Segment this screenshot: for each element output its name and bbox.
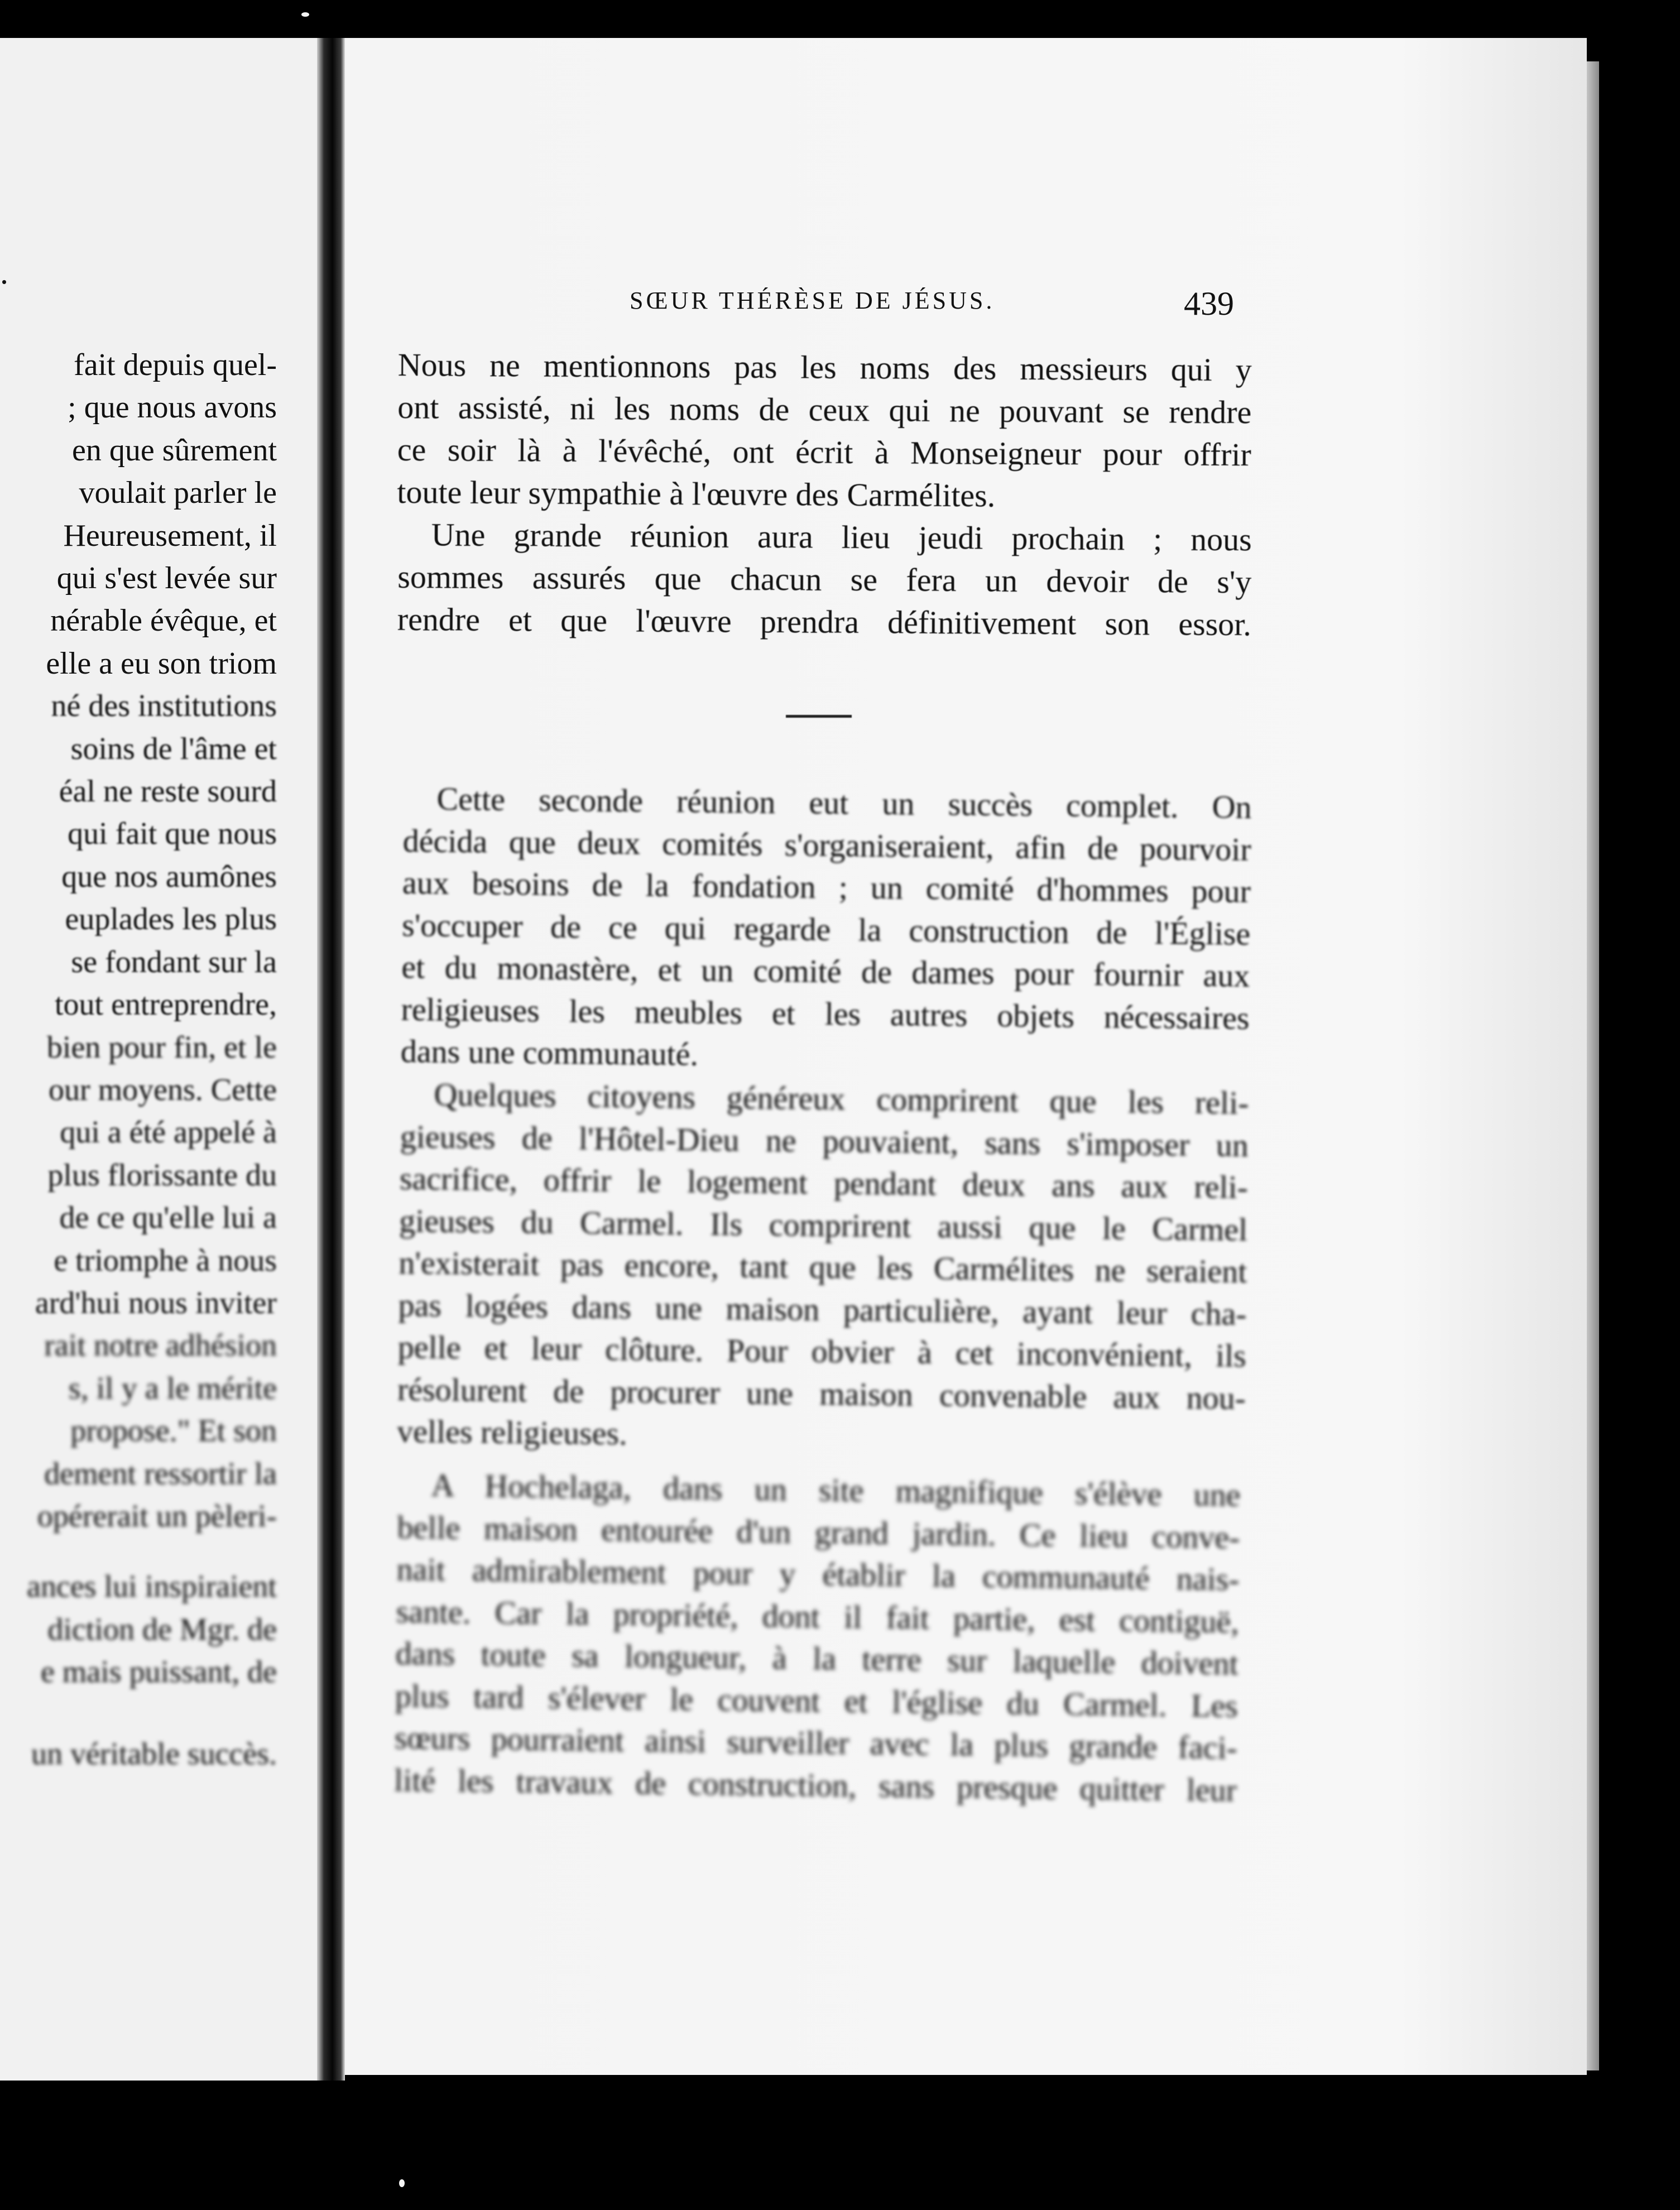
left-line: ard'hui nous inviter [35, 1285, 277, 1320]
paragraph [400, 777, 1251, 1081]
text-line: dans une communauté. [400, 1032, 699, 1073]
text-line: Nous ne mentionnons pas les noms des messieurs qui y [397, 346, 1252, 388]
left-line: né des institutions [51, 689, 277, 724]
text-line: ont assisté, ni les noms de ceux qui ne pouvant se rendre [397, 388, 1252, 431]
text-line: s'occuper de ce qui regarde la construction de l'Église [401, 906, 1251, 952]
text-line: A Hochelaga, dans un site magnifique s'élève une [431, 1467, 1241, 1514]
left-line: Heureusement, il [63, 518, 277, 553]
left-line: tout entreprendre, [54, 987, 277, 1022]
left-line: diction de Mgr. de [47, 1612, 277, 1647]
left-line: plus florissante du [47, 1157, 277, 1193]
text-line: dans toute sa longueur, à la terre sur laquelle doivent [395, 1635, 1239, 1682]
paragraph [397, 344, 1252, 518]
left-line: un véritable succès. [31, 1736, 277, 1771]
text-line: Quelques citoyens généreux comprirent que les reli- [434, 1076, 1249, 1121]
text-line: gieuses de l'Hôtel-Dieu ne pouvaient, sans s'imposer un [400, 1118, 1249, 1164]
left-line: e triomphe à nous [54, 1243, 277, 1278]
left-page [0, 38, 317, 2081]
paragraph [394, 1464, 1241, 1811]
text-line: pas logées dans une maison particulière, ayant leur cha- [398, 1286, 1247, 1332]
text-line: résolurent de procurer une maison convenable aux nou- [397, 1371, 1246, 1416]
left-line: nérable évêque, et [50, 603, 277, 638]
text-line: sommes assurés que chacun se fera un devoir de s'y [397, 558, 1252, 600]
left-line: s, il y a le mérite [68, 1371, 277, 1406]
left-page-marker: . [0, 254, 8, 291]
left-line: ances lui inspiraient [27, 1569, 277, 1604]
left-line: soins de l'âme et [70, 731, 277, 766]
text-line: Une grande réunion aura lieu jeudi prochain ; nous [431, 516, 1252, 558]
text-line: n'existerait pas encore, tant que les Carmélites ne seraient [399, 1244, 1247, 1290]
text-line: belle maison entourée d'un grand jardin. Ce lieu conve- [397, 1508, 1240, 1555]
text-line: aux besoins de la fondation ; un comité d'hommes pour [402, 864, 1251, 910]
left-line: opérerait un pèleri- [37, 1498, 277, 1534]
left-line: euplades les plus [65, 902, 277, 937]
left-line: elle a eu son triom [46, 646, 277, 681]
left-line: fait depuis quel- [74, 348, 277, 382]
text-line: Cette seconde réunion eut un succès complet. On [436, 780, 1252, 825]
text-line: sœurs pourraient ainsi surveiller avec la plus grande faci- [394, 1719, 1238, 1766]
text-line: toute leur sympathie à l'œuvre des Carmélites. [397, 473, 996, 514]
text-line: sante. Car la propriété, dont il fait partie, est contiguë, [396, 1593, 1240, 1640]
scan-speck [301, 12, 309, 17]
left-line: rait notre adhésion [44, 1328, 277, 1363]
left-line: que nos aumônes [61, 859, 277, 894]
text-line: ce soir là à l'évêché, ont écrit à Monseigneur pour offrir [397, 431, 1252, 473]
left-line: e mais puissant, de [40, 1655, 277, 1690]
text-line: gieuses du Carmel. Ils comprirent aussi que le Carmel [399, 1202, 1248, 1248]
text-line: sacrifice, offrir le logement pendant deux ans aux reli- [399, 1160, 1249, 1205]
scan-speck [399, 2179, 405, 2187]
running-head: SŒUR THÉRÈSE DE JÉSUS. [630, 287, 995, 314]
left-line: dement ressortir la [44, 1456, 277, 1491]
left-line: propose." Et son [70, 1414, 277, 1449]
section-divider [786, 715, 852, 718]
left-line: de ce qu'elle lui a [59, 1200, 277, 1236]
text-line: lité les travaux de construction, sans presque quitter leur [393, 1761, 1237, 1808]
left-line: qui a été appelé à [60, 1115, 277, 1150]
left-page-text [27, 344, 277, 1775]
page-edge-shadow [1587, 61, 1599, 2070]
left-line: voulait parler le [79, 475, 277, 511]
left-line: en que sûrement [72, 433, 277, 468]
left-line: our moyens. Cette [48, 1072, 277, 1107]
text-line: pelle et leur clôture. Pour obvier à cet inconvénient, ils [397, 1328, 1247, 1374]
text-line: nait admirablement pour y établir la communauté nais- [396, 1550, 1240, 1598]
text-line: rendre et que l'œuvre prendra définitivement son essor. [397, 600, 1252, 643]
paragraph [397, 513, 1252, 646]
left-line: éal ne reste sourd [59, 774, 277, 809]
text-line: et du monastère, et un comité de dames pour fournir aux [401, 948, 1250, 994]
paragraph [397, 1073, 1249, 1461]
left-line: bien pour fin, et le [46, 1030, 277, 1065]
right-page [345, 38, 1587, 2075]
left-line: qui s'est levée sur [56, 561, 277, 596]
text-line: décida que deux comités s'organiseraient, afin de pourvoir [402, 822, 1252, 868]
left-line: qui fait que nous [68, 816, 277, 852]
page-number: 439 [1184, 285, 1234, 322]
left-line: ; que nous avons [68, 390, 277, 425]
text-line: religieuses les meubles et les autres objets nécessaires [401, 991, 1250, 1036]
text-line: velles religieuses. [396, 1413, 627, 1452]
left-line: se fondant sur la [71, 944, 277, 979]
text-line: plus tard s'élever le couvent et l'église du Carmel. Les [395, 1677, 1239, 1724]
book-gutter [317, 38, 345, 2081]
